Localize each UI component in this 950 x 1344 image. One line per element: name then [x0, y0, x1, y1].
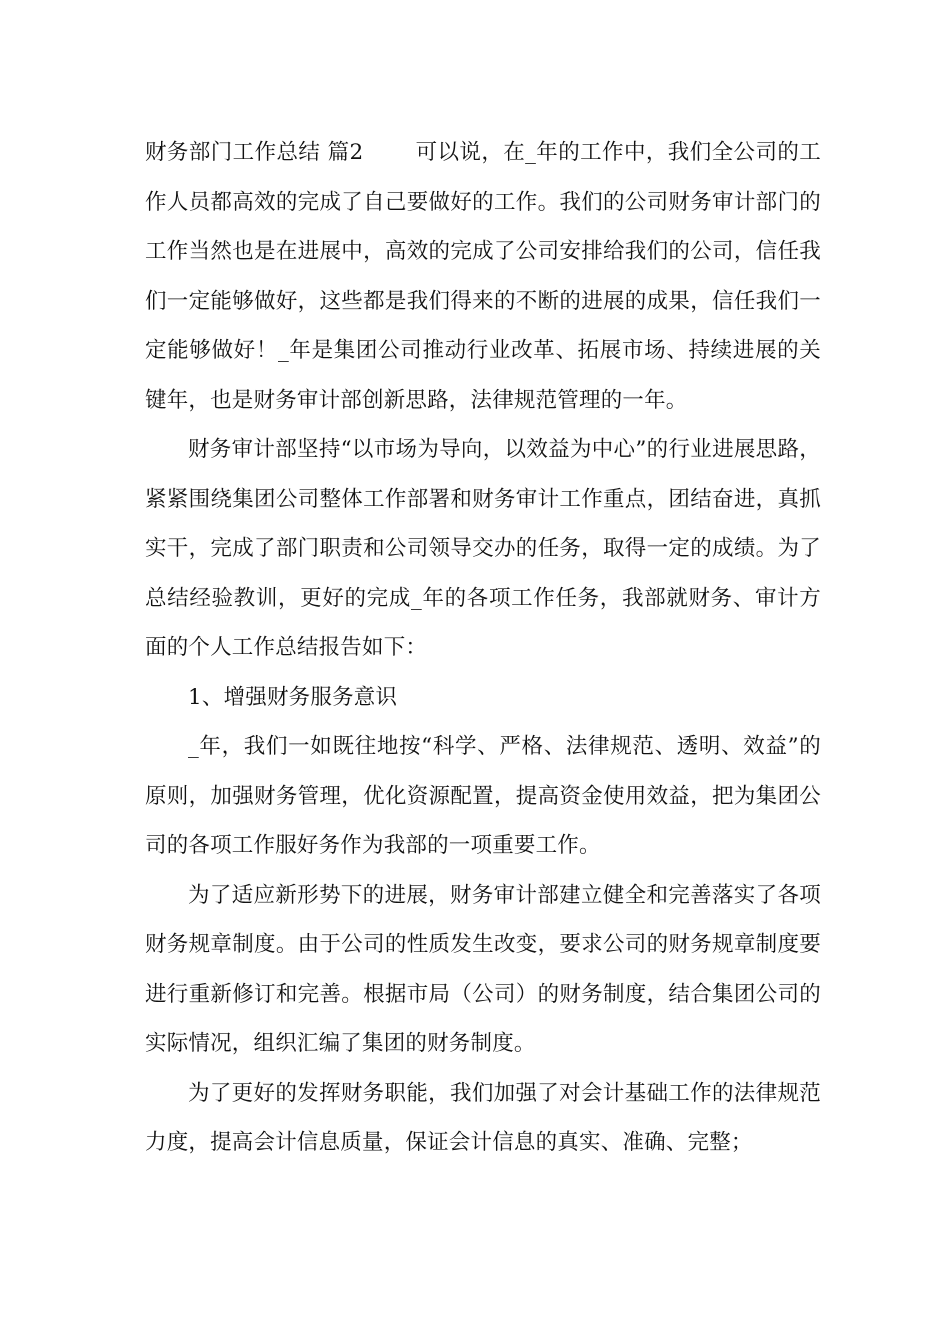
document-page: [145, 128, 821, 1168]
intro-paragraph: [145, 128, 821, 425]
paragraph-5: 为了更好的发挥财务职能，我们加强了对会计基础工作的法律规范力度，提高会计信息质量，保证会计信息的真实、准确、完整；: [145, 1080, 821, 1155]
paragraph-2: 财务审计部坚持“以市场为导向，以效益为中心”的行业进展思路，紧紧围绕集团公司整体工作部署和财务审计工作重点，团结奋进，真抓实干，完成了部门职责和公司领导交办的任务，取得一定的成绩。为了总结经验教训，更好的完成_年的各项工作任务，我部就财务、审计方面的个人工作总结报告如下：: [145, 437, 821, 660]
paragraph-3: _年，我们一如既往地按“科学、严格、法律规范、透明、效益”的原则，加强财务管理，优化资源配置，提高资金使用效益，把为集团公司的各项工作服好务作为我部的一项重要工作。: [145, 734, 821, 858]
paragraph-1: 可以说，在_年的工作中，我们全公司的工作人员都高效的完成了自己要做好的工作。我们的公司财务审计部门的工作当然也是在进展中，高效的完成了公司安排给我们的公司，信任我们一定能够做好，这些都是我们得来的不断的进展的成果，信任我们一定能够做好！_年是集团公司推动行业改革、拓展市场、持续进展的关键年，也是财务审计部创新思路，法律规范管理的一年。: [145, 140, 821, 413]
paragraph-4: 为了适应新形势下的进展，财务审计部建立健全和完善落实了各项财务规章制度。由于公司的性质发生改变，要求公司的财务规章制度要进行重新修订和完善。根据市局（公司）的财务制度，结合集团公司的实际情况，组织汇编了集团的财务制度。: [145, 882, 821, 1056]
section-heading-1: 1、增强财务服务意识: [188, 684, 398, 710]
document-title: 财务部门工作总结 篇2: [145, 140, 364, 165]
